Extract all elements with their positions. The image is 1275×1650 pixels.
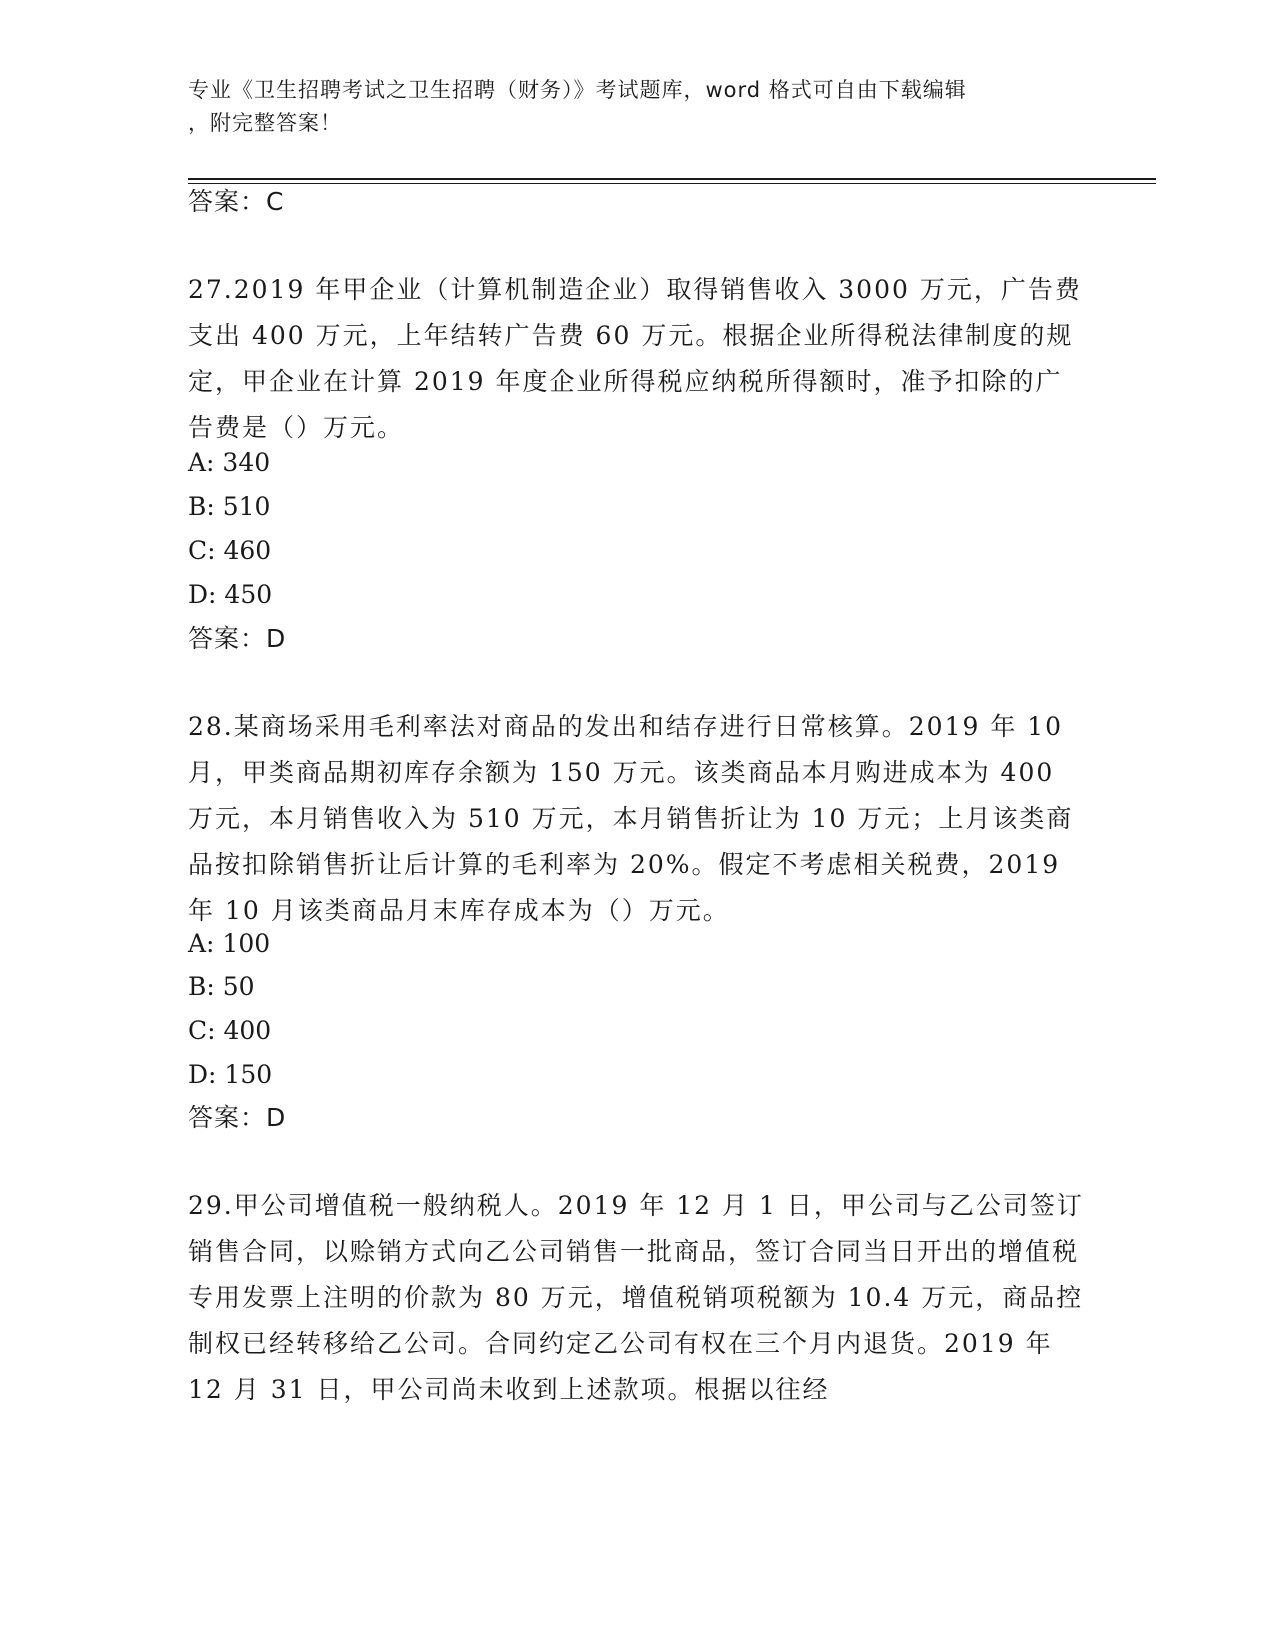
question-27-text: 27.2019 年甲企业（计算机制造企业）取得销售收入 3000 万元，广告费支出 400 万元，上年结转广告费 60 万元。根据企业所得税法律制度的规定，甲企业在计算 2019 年度企业所得税应纳税所得额时，准予扣除的广告费是（）万元。 — [188, 275, 1082, 442]
question-28-option-a: A: 100 — [188, 929, 271, 958]
question-27-option-b: B: 510 — [188, 492, 271, 521]
question-28-option-c: C: 400 — [188, 1016, 272, 1045]
header-rule-thin — [188, 183, 1156, 184]
question-27-option-c: C: 460 — [188, 536, 272, 565]
question-27-option-a: A: 340 — [188, 448, 271, 477]
question-28-option-b: B: 50 — [188, 972, 255, 1001]
question-28-option-d: D: 150 — [188, 1060, 273, 1089]
answer-27: 答案：D — [188, 624, 287, 653]
document-header: 专业《卫生招聘考试之卫生招聘（财务）》考试题库，word 格式可自由下载编辑 ，附完整答案！ — [188, 78, 967, 135]
question-29-text: 29.甲公司增值税一般纳税人。2019 年 12 月 1 日，甲公司与乙公司签订销售合同，以赊销方式向乙公司销售一批商品，签订合同当日开出的增值税专用发票上注明的价款为 80 万元，增值税销项税额为 10.4 万元，商品控制权已经转移给乙公司。合同约定乙公司有权在三个月内退货。2019 年 12 月 31 日，甲公司尚未收到上述款项。根据以往经 — [188, 1191, 1084, 1404]
header-rule-thick — [188, 178, 1156, 180]
question-27-option-d: D: 450 — [188, 580, 273, 609]
answer-28: 答案：D — [188, 1103, 287, 1132]
answer-26: 答案：C — [188, 187, 285, 216]
question-28-text: 28.某商场采用毛利率法对商品的发出和结存进行日常核算。2019 年 10 月，甲类商品期初库存余额为 150 万元。该类商品本月购进成本为 400 万元，本月销售收入为 510 万元，本月销售折让为 10 万元；上月该类商品按扣除销售折让后计算的毛利率为 20%。假定不考虑相关税费，2019 年 10 月该类商品月末库存成本为（）万元。 — [188, 712, 1074, 925]
